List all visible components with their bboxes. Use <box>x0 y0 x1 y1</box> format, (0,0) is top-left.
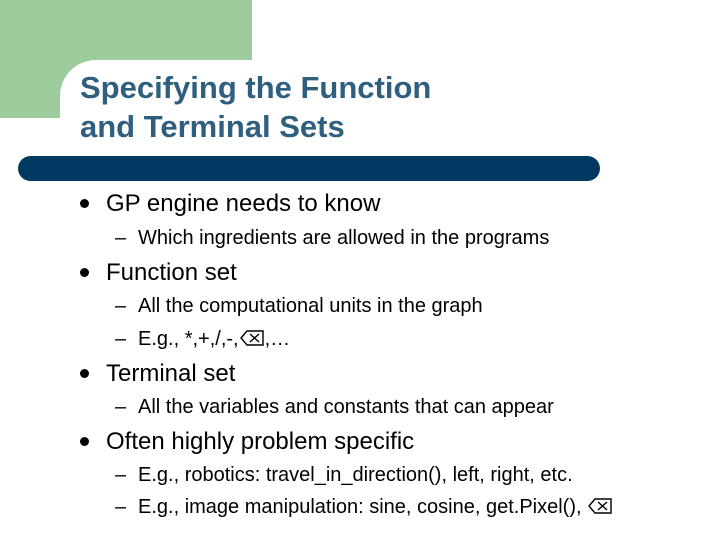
bullet-dot-icon <box>80 199 89 208</box>
boxed-x-icon <box>588 497 612 515</box>
sub-bullet-ingredients <box>115 227 550 250</box>
dash-marker: – <box>115 464 127 486</box>
title-line-1: Specifying the Function <box>80 70 432 105</box>
sub-bullet-text: E.g., image manipulation: sine, cosine, get.Pixel(), <box>138 496 582 518</box>
bullet-text: GP engine needs to know <box>106 190 381 217</box>
dash-marker: – <box>115 295 127 317</box>
bullet-function-set <box>106 259 237 287</box>
boxed-x-icon <box>240 329 264 347</box>
bullet-gp-engine <box>106 190 380 218</box>
bullet-problem-specific <box>106 428 414 456</box>
bullet-dot-icon <box>80 268 89 277</box>
sub-bullet-text: Which ingredients are allowed in the programs <box>138 227 550 249</box>
sub-bullet-robotics-example <box>115 464 573 487</box>
bullet-text: Often highly problem specific <box>106 428 415 455</box>
bullet-text: Function set <box>106 259 237 286</box>
sub-bullet-text: All the variables and constants that can appear <box>138 396 554 418</box>
sub-bullet-text-tail: ,… <box>264 328 291 350</box>
dash-marker: – <box>115 227 127 249</box>
title-line-2: and Terminal Sets <box>80 109 345 144</box>
sub-bullet-variables-constants <box>115 396 554 419</box>
sub-bullet-image-example <box>115 496 613 519</box>
dash-marker: – <box>115 496 127 518</box>
bullet-dot-icon <box>80 369 89 378</box>
sub-bullet-text: E.g., robotics: travel_in_direction(), left, right, etc. <box>138 464 573 486</box>
sub-bullet-computational-units <box>115 295 483 318</box>
sub-bullet-function-examples <box>115 328 291 351</box>
sub-bullet-text: All the computational units in the graph <box>138 295 483 317</box>
sub-bullet-text: E.g., *,+,/,-, <box>138 328 239 350</box>
dash-marker: – <box>115 396 127 418</box>
bullet-text: Terminal set <box>106 360 236 387</box>
bullet-terminal-set <box>106 360 235 388</box>
bullet-dot-icon <box>80 437 89 446</box>
dash-marker: – <box>115 328 127 350</box>
